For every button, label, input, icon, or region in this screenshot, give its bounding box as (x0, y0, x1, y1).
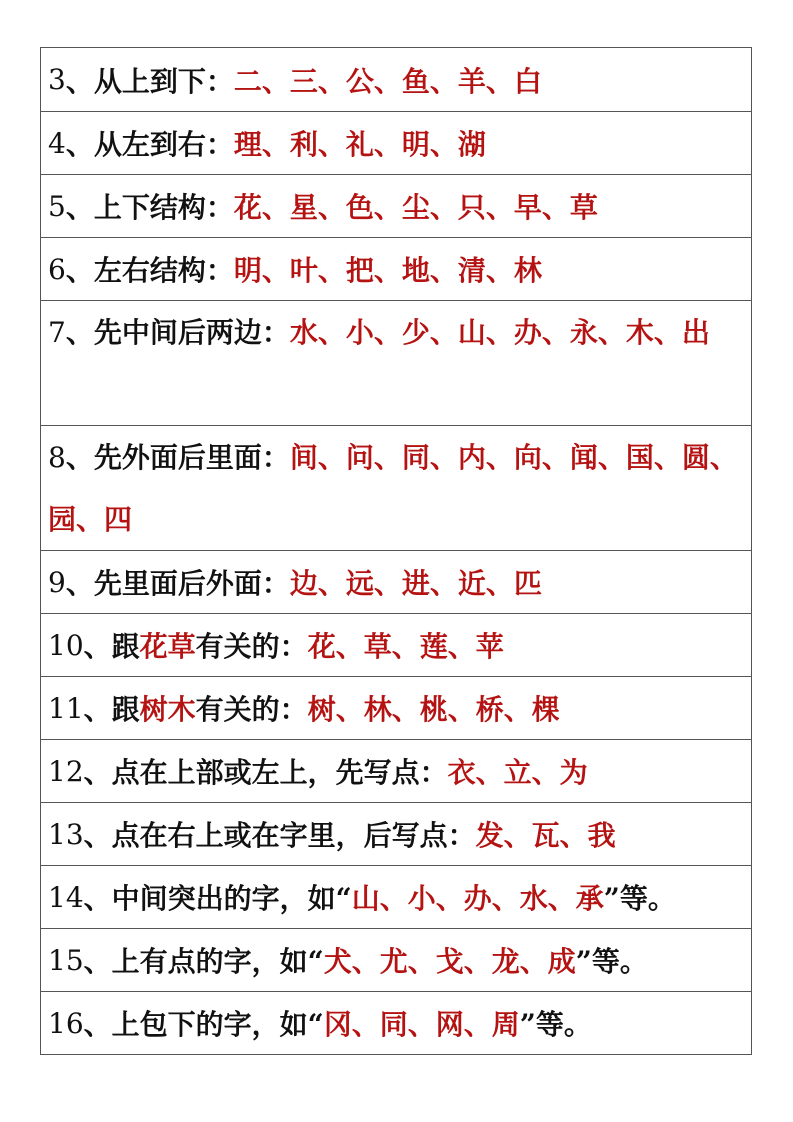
table-row (41, 300, 751, 425)
example-characters: 二、三、公、鱼、羊、白 (233, 64, 542, 98)
example-characters: 花、草、莲、苹 (307, 630, 504, 663)
example-characters: 理、利、礼、明、湖 (233, 128, 486, 161)
row-label: 、上包下的字，如“ (83, 1008, 324, 1041)
category-highlight: 树木 (139, 693, 196, 726)
example-characters: 衣、立、为 (447, 756, 588, 789)
row-label-suffix: 有关的： (195, 693, 308, 726)
row-number: 9 (48, 565, 66, 599)
row-number: 5 (48, 189, 66, 223)
example-characters: 树、林、桃、桥、棵 (307, 693, 560, 726)
table-row (41, 613, 751, 676)
table-row (41, 425, 751, 550)
row-label-suffix: ”等。 (519, 1008, 592, 1041)
example-characters: 犬、尤、戈、龙、成 (323, 945, 576, 978)
row-number: 15 (48, 943, 84, 977)
example-characters: 山、小、办、水、承 (351, 882, 604, 915)
example-characters: 间、问、同、内、向、闻、国、圆、园、四 (48, 441, 738, 536)
row-label: 、上下结构： (65, 191, 234, 224)
row-label: 、从上到下： (65, 64, 234, 98)
row-number: 14 (48, 880, 84, 914)
example-characters: 水、小、少、山、办、永、木、出 (289, 316, 710, 349)
example-characters: 明、叶、把、地、清、林 (233, 254, 542, 287)
table-row (41, 991, 751, 1054)
table-row (41, 550, 751, 613)
row-number: 16 (48, 1006, 84, 1040)
row-label: 、左右结构： (65, 254, 234, 287)
row-label: 、先外面后里面： (65, 441, 290, 474)
row-label: 、点在右上或在字里，后写点： (83, 819, 476, 852)
row-number: 7 (48, 316, 66, 349)
row-label: 、中间突出的字，如“ (83, 882, 352, 915)
example-characters: 边、远、进、近、匹 (289, 567, 542, 600)
row-label: 、跟 (83, 693, 140, 726)
row-label: 、从左到右： (65, 128, 234, 161)
row-number: 10 (48, 628, 84, 662)
table-row (41, 48, 751, 111)
row-number: 12 (48, 754, 84, 788)
row-label-suffix: ”等。 (603, 882, 676, 915)
row-number: 3 (48, 63, 66, 96)
table-row (41, 174, 751, 237)
table-row (41, 237, 751, 300)
example-characters: 花、星、色、尘、只、早、草 (233, 191, 598, 224)
row-label-suffix: 有关的： (195, 630, 308, 663)
row-number: 6 (48, 252, 66, 286)
row-label: 、跟 (83, 630, 140, 663)
table-row (41, 111, 751, 174)
row-number: 13 (48, 817, 84, 851)
table-row (41, 865, 751, 928)
table-row (41, 802, 751, 865)
row-label: 、先里面后外面： (65, 567, 290, 600)
row-label-suffix: ”等。 (575, 945, 648, 978)
row-label: 、上有点的字，如“ (83, 945, 324, 978)
row-number: 8 (48, 441, 66, 474)
table-row (41, 928, 751, 991)
example-characters: 发、瓦、我 (475, 819, 616, 852)
row-number: 4 (48, 126, 66, 160)
table-row (41, 676, 751, 739)
example-characters: 冈、同、网、周 (323, 1008, 520, 1041)
row-number: 11 (48, 691, 84, 725)
stroke-order-table (40, 47, 752, 1055)
category-highlight: 花草 (139, 630, 196, 663)
row-label: 、先中间后两边： (65, 316, 290, 349)
table-row (41, 739, 751, 802)
row-label: 、点在上部或左上，先写点： (83, 756, 448, 789)
